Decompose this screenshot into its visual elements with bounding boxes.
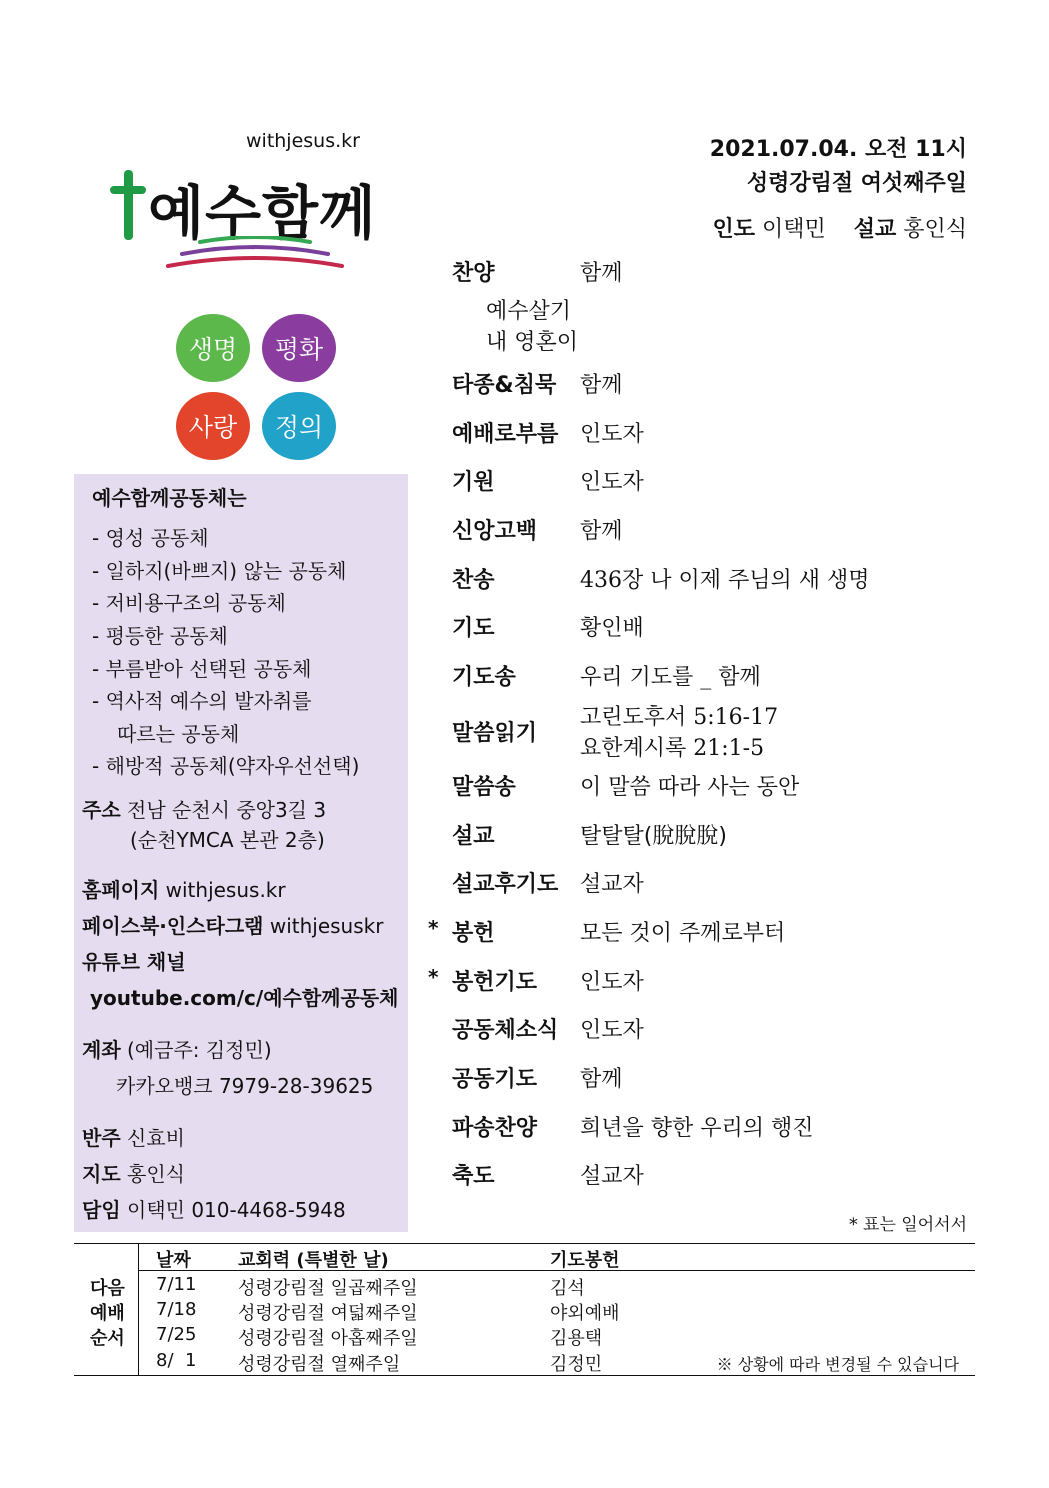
community-item: - 평등한 공동체 xyxy=(92,624,228,648)
leader-preacher-line xyxy=(712,212,967,243)
order-label: 공동체소식 xyxy=(452,1018,559,1043)
order-value: 인도자 xyxy=(580,470,644,495)
order-label: 예배로부름 xyxy=(452,422,559,447)
community-intro: 예수함께공동체는 xyxy=(92,486,247,510)
schedule-change-note: ※ 상황에 따라 변경될 수 있습니다 xyxy=(716,1355,959,1374)
homepage-line xyxy=(82,878,286,902)
schedule-date: 7/18 xyxy=(156,1299,197,1320)
order-label: 말씀읽기 xyxy=(452,721,538,746)
community-item: - 저비용구조의 공동체 xyxy=(92,591,286,615)
schedule-prayer: 김정민 xyxy=(550,1354,603,1375)
schedule-calendar: 성령강림절 아홉째주일 xyxy=(238,1328,418,1349)
order-value: 함께 xyxy=(580,1067,623,1092)
order-label: 봉헌 xyxy=(452,921,495,946)
accompanist-name: 신효비 xyxy=(127,1126,185,1150)
order-label: 설교 xyxy=(452,824,495,849)
order-label: 축도 xyxy=(452,1164,495,1189)
order-label: 기도송 xyxy=(452,665,516,690)
youtube-label: 유튜브 채널 xyxy=(82,950,186,974)
liturgical-sunday: 성령강림절 여섯째주일 xyxy=(746,171,967,196)
next-service-label: 순서 xyxy=(90,1328,125,1349)
order-value: 희년을 향한 우리의 행진 xyxy=(580,1116,814,1141)
address-detail: (순천YMCA 본관 2층) xyxy=(130,828,325,852)
homepage-link[interactable]: withjesus.kr xyxy=(165,878,286,902)
order-label: 신앙고백 xyxy=(452,519,538,544)
order-label: 타종&침묵 xyxy=(452,373,557,398)
schedule-date: 7/11 xyxy=(156,1274,197,1295)
service-datetime: 2021.07.04. 오전 11시 xyxy=(709,137,967,162)
schedule-prayer: 야외예배 xyxy=(550,1303,620,1324)
schedule-date: 7/25 xyxy=(156,1324,197,1345)
address-value: 전남 순천시 중앙3길 3 xyxy=(127,798,327,822)
order-label: 설교후기도 xyxy=(452,872,559,897)
order-value: 설교자 xyxy=(580,1164,644,1189)
address-label: 주소 xyxy=(82,798,121,822)
logo-title: 예수함께 xyxy=(148,179,377,247)
schedule-calendar: 성령강림절 일곱째주일 xyxy=(238,1278,418,1299)
order-label: 말씀송 xyxy=(452,775,516,800)
schedule-prayer: 김용택 xyxy=(550,1328,603,1349)
order-value: 인도자 xyxy=(580,422,644,447)
order-label: 기도 xyxy=(452,616,495,641)
order-label: 공동기도 xyxy=(452,1067,538,1092)
leader-name: 이택민 xyxy=(761,217,826,242)
pastor-contact: 이택민 010-4468-5948 xyxy=(127,1198,346,1222)
cross-icon xyxy=(108,168,148,242)
order-value: 우리 기도를 _ 함께 xyxy=(580,665,761,690)
preacher-name: 홍인식 xyxy=(903,217,967,242)
pastor-label: 담임 xyxy=(82,1198,121,1222)
account-label: 계좌 xyxy=(82,1038,121,1062)
account-holder: (예금주: 김정민) xyxy=(127,1038,272,1062)
stand-marker: * xyxy=(428,916,439,940)
schedule-calendar: 성령강림절 여덟째주일 xyxy=(238,1303,418,1324)
order-label: 봉헌기도 xyxy=(452,970,538,995)
order-value: 436장 나 이제 주님의 새 생명 xyxy=(580,568,870,593)
order-value: 황인배 xyxy=(580,616,644,641)
stand-marker: * xyxy=(428,965,439,989)
order-value: 함께 xyxy=(580,261,623,286)
table-bottom-rule xyxy=(74,1375,975,1376)
sns-handle[interactable]: withjesuskr xyxy=(269,914,384,938)
address-line xyxy=(82,798,326,822)
order-label: 찬송 xyxy=(452,568,495,593)
accompanist-label: 반주 xyxy=(82,1126,121,1150)
order-value: 탈탈탈(脫脫脫) xyxy=(580,824,727,849)
guide-name: 홍인식 xyxy=(127,1162,185,1186)
community-item: - 일하지(바쁘지) 않는 공동체 xyxy=(92,559,347,583)
table-column-rule xyxy=(138,1243,139,1375)
value-life: 생명 xyxy=(176,314,250,382)
schedule-date: 8/ 1 xyxy=(156,1350,197,1371)
order-value: 고린도후서 5:16-17 xyxy=(580,705,779,730)
table-header-prayer: 기도봉헌 xyxy=(550,1250,620,1271)
leader-label: 인도 xyxy=(712,217,755,242)
site-url: withjesus.kr xyxy=(246,130,360,152)
sns-label: 페이스북·인스타그램 xyxy=(82,914,264,938)
next-service-label: 예배 xyxy=(90,1303,125,1324)
order-value: 이 말씀 따라 사는 동안 xyxy=(580,775,800,800)
order-value: 요한계시록 21:1-5 xyxy=(580,736,765,761)
value-justice: 정의 xyxy=(262,392,336,460)
homepage-label: 홈페이지 xyxy=(82,878,160,902)
account-number: 카카오뱅크 7979-28-39625 xyxy=(116,1074,374,1098)
next-service-label: 다음 xyxy=(90,1278,125,1299)
order-label: 기원 xyxy=(452,470,495,495)
praise-song: 예수살기 xyxy=(486,299,572,324)
community-item: - 해방적 공동체(약자우선선택) xyxy=(92,754,360,778)
order-value: 인도자 xyxy=(580,970,644,995)
order-value: 함께 xyxy=(580,373,623,398)
order-value: 인도자 xyxy=(580,1018,644,1043)
logo-arcs xyxy=(160,236,350,276)
youtube-link[interactable]: youtube.com/c/예수함께공동체 xyxy=(90,986,399,1010)
community-item: - 영성 공동체 xyxy=(92,526,209,550)
table-header-date: 날짜 xyxy=(156,1250,191,1271)
guide-line xyxy=(82,1162,185,1186)
preacher-label: 설교 xyxy=(853,217,897,242)
schedule-prayer: 김석 xyxy=(550,1278,585,1299)
value-love: 사랑 xyxy=(176,392,250,460)
pastor-line xyxy=(82,1198,346,1222)
table-top-rule xyxy=(74,1243,975,1244)
schedule-calendar: 성령강림절 열째주일 xyxy=(238,1354,401,1375)
order-value: 함께 xyxy=(580,519,623,544)
standing-footnote: * 표는 일어서서 xyxy=(849,1215,967,1235)
value-peace: 평화 xyxy=(262,314,336,382)
community-item: - 역사적 예수의 발자취를 xyxy=(92,689,312,713)
guide-label: 지도 xyxy=(82,1162,121,1186)
community-item: 따르는 공동체 xyxy=(117,722,240,746)
accompanist-line xyxy=(82,1126,185,1150)
table-header-calendar: 교회력 (특별한 날) xyxy=(238,1250,389,1271)
order-value: 설교자 xyxy=(580,872,644,897)
order-value: 모든 것이 주께로부터 xyxy=(580,921,786,946)
praise-song: 내 영혼이 xyxy=(486,330,579,355)
account-line xyxy=(82,1038,272,1062)
community-item: - 부름받아 선택된 공동체 xyxy=(92,657,312,681)
order-label: 찬양 xyxy=(452,261,495,286)
sns-line xyxy=(82,914,383,938)
order-label: 파송찬양 xyxy=(452,1116,538,1141)
